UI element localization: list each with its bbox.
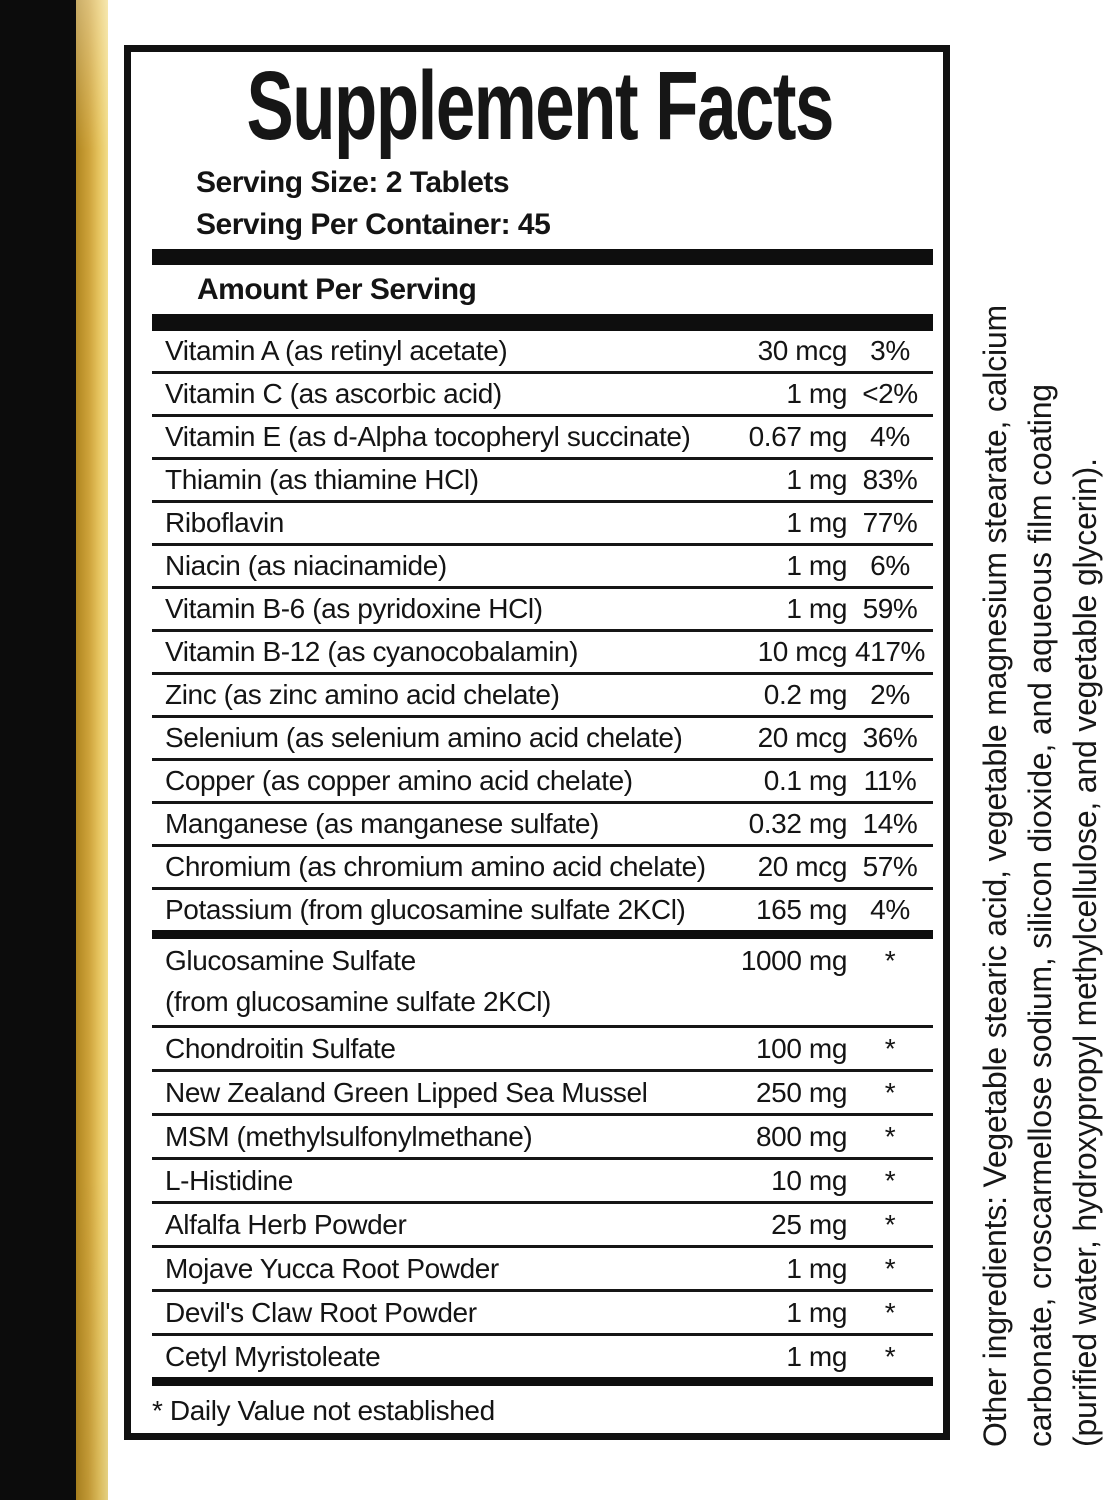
ingredient-name: Chondroitin Sulfate — [165, 1032, 396, 1064]
panel-title-wrap — [138, 51, 933, 160]
divider-bar — [152, 314, 933, 331]
ingredient-row — [152, 503, 933, 546]
ingredient-row — [152, 460, 933, 503]
ingredient-daily-value: 4% — [870, 894, 910, 925]
ingredient-name: Copper (as copper amino acid chelate) — [165, 765, 633, 796]
ingredient-amount: 100 mg — [756, 1032, 847, 1064]
ingredient-name: Riboflavin — [165, 507, 284, 538]
ingredient-row — [152, 1204, 933, 1248]
ingredient-name: Cetyl Myristoleate — [165, 1340, 381, 1372]
ingredient-name: Vitamin E (as d-Alpha tocopheryl succinate) — [165, 421, 691, 452]
ingredient-row — [152, 804, 933, 847]
ingredient-row — [152, 890, 933, 930]
ingredient-amount: 250 mg — [756, 1076, 847, 1108]
ingredient-amount: 20 mcg — [757, 722, 847, 753]
ingredient-daily-value: 6% — [870, 550, 910, 581]
ingredient-amount: 25 mg — [771, 1208, 847, 1240]
ingredient-name: Thiamin (as thiamine HCl) — [165, 464, 479, 495]
ingredient-name: Vitamin C (as ascorbic acid) — [165, 378, 502, 409]
ingredient-row — [152, 1160, 933, 1204]
ingredient-name: Potassium (from glucosamine sulfate 2KCl) — [165, 894, 686, 925]
ingredient-daily-value: * — [884, 1340, 896, 1372]
ingredient-amount: 1 mg — [786, 1252, 847, 1284]
divider-bar — [152, 249, 933, 265]
ingredient-amount: 0.1 mg — [763, 765, 847, 796]
divider-bar — [152, 1377, 933, 1386]
ingredient-name: Zinc (as zinc amino acid chelate) — [165, 679, 560, 710]
ingredient-daily-value: 77% — [862, 507, 918, 538]
ingredient-row — [152, 417, 933, 460]
servings-per-container: Serving Per Container: 45 — [196, 208, 551, 241]
ingredient-amount: 1000 mg — [740, 945, 847, 976]
serving-info — [196, 162, 933, 246]
ingredient-daily-value: 14% — [862, 808, 918, 839]
ingredient-name: Vitamin B-6 (as pyridoxine HCl) — [165, 593, 543, 624]
other-ingredients-line: Other ingredients: Vegetable stearic acid, vegetable magnesium stearate, calcium — [977, 305, 1013, 1447]
ingredient-name: Manganese (as manganese sulfate) — [165, 808, 599, 839]
left-black-band — [0, 0, 76, 1500]
ingredient-row — [152, 632, 933, 675]
ingredient-daily-value: <2% — [862, 378, 918, 409]
daily-value-footnote: * Daily Value not established — [152, 1395, 495, 1426]
ingredient-name: Alfalfa Herb Powder — [165, 1208, 407, 1240]
amount-per-serving-header: Amount Per Serving — [197, 273, 477, 306]
left-gold-band — [76, 0, 108, 1500]
ingredient-amount: 10 mg — [771, 1164, 847, 1196]
ingredient-daily-value: 417% — [854, 636, 925, 667]
ingredient-row — [152, 1028, 933, 1072]
ingredient-row — [152, 374, 933, 417]
ingredient-name: Chromium (as chromium amino acid chelate) — [165, 851, 706, 882]
ingredient-amount: 10 mcg — [757, 636, 847, 667]
ingredient-amount: 0.32 mg — [748, 808, 847, 839]
ingredient-row — [152, 847, 933, 890]
ingredient-daily-value: * — [884, 1208, 896, 1240]
ingredient-amount: 800 mg — [756, 1120, 847, 1152]
other-ingredients-line: carbonate, croscarmellose sodium, silicon dioxide, and aqueous film coating — [1022, 384, 1058, 1447]
ingredient-row — [152, 546, 933, 589]
ingredient-amount: 1 mg — [786, 550, 847, 581]
ingredient-name-secondary: (from glucosamine sulfate 2KCl) — [165, 986, 551, 1017]
ingredient-row — [152, 1248, 933, 1292]
ingredient-daily-value: 3% — [870, 335, 910, 366]
ingredient-daily-value: 59% — [862, 593, 918, 624]
ingredient-name: MSM (methylsulfonylmethane) — [165, 1120, 533, 1152]
ingredient-row — [152, 1116, 933, 1160]
ingredient-name: Vitamin B-12 (as cyanocobalamin) — [165, 636, 579, 667]
ingredient-daily-value: 4% — [870, 421, 910, 452]
ingredient-daily-value: * — [884, 1252, 896, 1284]
ingredient-daily-value: 57% — [862, 851, 918, 882]
supplement-facts-panel — [124, 45, 950, 1440]
other-ingredients-line: (purified water, hydroxypropyl methylcellulose, and vegetable glycerin). — [1067, 458, 1103, 1447]
ingredient-amount: 1 mg — [786, 507, 847, 538]
ingredient-daily-value: * — [884, 1164, 896, 1196]
ingredient-name: Devil's Claw Root Powder — [165, 1296, 477, 1328]
ingredient-daily-value: 36% — [862, 722, 918, 753]
ingredient-row — [152, 589, 933, 632]
ingredient-amount: 0.2 mg — [763, 679, 847, 710]
blend-section — [152, 939, 933, 1377]
ingredient-amount: 20 mcg — [757, 851, 847, 882]
ingredient-daily-value: * — [884, 1120, 896, 1152]
ingredient-daily-value: * — [884, 945, 896, 976]
panel-title: Supplement Facts — [246, 51, 833, 160]
ingredient-daily-value: * — [884, 1296, 896, 1328]
ingredient-amount: 1 mg — [786, 378, 847, 409]
ingredient-amount: 1 mg — [786, 464, 847, 495]
ingredient-name: Mojave Yucca Root Powder — [165, 1252, 499, 1284]
ingredient-daily-value: * — [884, 1032, 896, 1064]
ingredient-name: Niacin (as niacinamide) — [165, 550, 447, 581]
ingredient-row — [152, 675, 933, 718]
ingredient-row — [152, 1336, 933, 1377]
ingredient-daily-value: 2% — [870, 679, 910, 710]
ingredient-amount: 165 mg — [756, 894, 847, 925]
ingredient-daily-value: 83% — [862, 464, 918, 495]
ingredient-daily-value: * — [884, 1076, 896, 1108]
ingredient-amount: 0.67 mg — [748, 421, 847, 452]
serving-size: Serving Size: 2 Tablets — [196, 166, 510, 199]
ingredient-row — [152, 331, 933, 374]
ingredient-name: Vitamin A (as retinyl acetate) — [165, 335, 508, 366]
ingredient-name: New Zealand Green Lipped Sea Mussel — [165, 1076, 648, 1108]
ingredient-name: Selenium (as selenium amino acid chelate) — [165, 722, 683, 753]
ingredient-row — [152, 1292, 933, 1336]
ingredient-amount: 1 mg — [786, 1296, 847, 1328]
ingredient-row — [152, 718, 933, 761]
ingredient-row — [152, 1072, 933, 1116]
ingredient-amount: 1 mg — [786, 1340, 847, 1372]
ingredient-name: Glucosamine Sulfate — [165, 945, 416, 976]
ingredient-daily-value: 11% — [863, 765, 917, 796]
ingredient-amount: 30 mcg — [757, 335, 847, 366]
vitamins-minerals-section — [152, 331, 933, 930]
ingredient-name: L-Histidine — [165, 1164, 293, 1196]
other-ingredients-text — [973, 5, 1108, 1447]
ingredient-row — [152, 761, 933, 804]
divider-bar — [152, 930, 933, 939]
ingredient-amount: 1 mg — [786, 593, 847, 624]
ingredient-row — [152, 939, 933, 1028]
